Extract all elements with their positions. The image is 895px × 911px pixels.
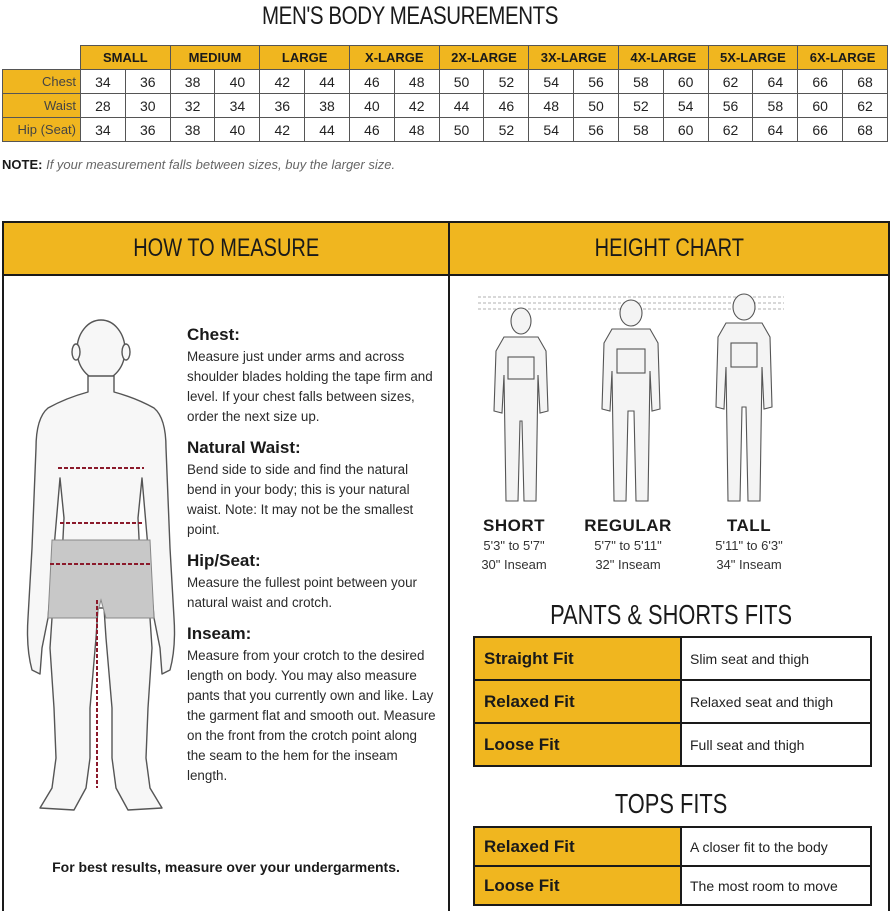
- measure-title: Inseam:: [187, 624, 252, 643]
- measurement-cell: 38: [305, 94, 350, 118]
- how-to-measure-header: [4, 223, 448, 276]
- measurement-cell: 42: [394, 94, 439, 118]
- height-range: 5'3" to 5'7": [483, 538, 545, 553]
- fit-name: Relaxed Fit: [474, 827, 681, 866]
- measurement-cell: 62: [843, 94, 888, 118]
- measurement-row: [3, 118, 888, 142]
- size-head-xlarge: X-LARGE: [349, 46, 439, 70]
- size-head-5xlarge: 5X-LARGE: [708, 46, 798, 70]
- height-short: [459, 516, 569, 574]
- measurement-cell: 28: [81, 94, 126, 118]
- size-table-body: [3, 70, 888, 142]
- tops-fits-table: [473, 826, 872, 906]
- fit-name: Loose Fit: [474, 866, 681, 905]
- measure-item-waist: [187, 438, 437, 540]
- note-label: NOTE:: [2, 157, 43, 172]
- tops-fits-title: [450, 788, 892, 820]
- measurement-cell: 34: [215, 94, 260, 118]
- measurement-cell: 64: [753, 70, 798, 94]
- how-to-measure-list: [187, 325, 437, 797]
- height-name: SHORT: [483, 516, 545, 535]
- measurement-cell: 66: [798, 118, 843, 142]
- measurement-cell: 34: [81, 70, 126, 94]
- measure-item-hip: [187, 551, 437, 613]
- size-table: [2, 45, 888, 142]
- fit-desc: Full seat and thigh: [681, 723, 871, 766]
- height-chart-figures-icon: [474, 291, 794, 511]
- body-measure-figure-icon: [26, 318, 176, 818]
- size-head-small: SMALL: [81, 46, 171, 70]
- measure-item-inseam: [187, 624, 437, 786]
- measurement-cell: 30: [125, 94, 170, 118]
- size-header-blank: [3, 46, 81, 70]
- how-to-measure-title: HOW TO MEASURE: [133, 234, 319, 262]
- height-range: 5'7" to 5'11": [594, 538, 662, 553]
- size-header-row: [3, 46, 888, 70]
- size-head-3xlarge: 3X-LARGE: [529, 46, 619, 70]
- measurement-cell: 54: [663, 94, 708, 118]
- measurement-cell: 56: [708, 94, 753, 118]
- measurement-cell: 46: [349, 70, 394, 94]
- fit-name: Loose Fit: [474, 723, 681, 766]
- measurement-cell: 36: [125, 118, 170, 142]
- height-inseam: 30" Inseam: [481, 557, 547, 572]
- size-head-medium: MEDIUM: [170, 46, 260, 70]
- measurement-row-label: Waist: [3, 94, 81, 118]
- measurement-cell: 48: [394, 118, 439, 142]
- measurement-cell: 64: [753, 118, 798, 142]
- measurement-cell: 62: [708, 118, 753, 142]
- measurement-cell: 42: [260, 118, 305, 142]
- measurement-cell: 52: [484, 118, 529, 142]
- measurement-cell: 60: [798, 94, 843, 118]
- measurement-cell: 38: [170, 118, 215, 142]
- fit-desc: Slim seat and thigh: [681, 637, 871, 680]
- measure-title: Hip/Seat:: [187, 551, 261, 570]
- measurement-cell: 42: [260, 70, 305, 94]
- tops-fits-title-text: TOPS FITS: [614, 788, 728, 819]
- measurement-cell: 68: [843, 118, 888, 142]
- measurement-cell: 62: [708, 70, 753, 94]
- page-title: MEN'S BODY MEASUREMENTS: [262, 2, 558, 30]
- measurement-cell: 36: [260, 94, 305, 118]
- measurement-cell: 56: [574, 118, 619, 142]
- measurement-cell: 36: [125, 70, 170, 94]
- fit-name: Relaxed Fit: [474, 680, 681, 723]
- measure-body: Measure the fullest point between your natural waist and crotch.: [187, 575, 418, 610]
- fit-row: [474, 866, 871, 905]
- height-tall: [694, 516, 804, 574]
- measure-title: Chest:: [187, 325, 240, 344]
- measure-item-chest: [187, 325, 437, 427]
- measurement-cell: 40: [349, 94, 394, 118]
- height-inseam: 34" Inseam: [716, 557, 782, 572]
- measurement-cell: 52: [484, 70, 529, 94]
- info-panel: [2, 221, 890, 911]
- note-text: If your measurement falls between sizes, buy the larger size.: [46, 157, 396, 172]
- pants-fits-title: [450, 599, 892, 631]
- pants-fits-table: [473, 636, 872, 767]
- pants-fits-title-text: PANTS & SHORTS FITS: [550, 599, 792, 630]
- size-head-4xlarge: 4X-LARGE: [618, 46, 708, 70]
- height-range: 5'11" to 6'3": [715, 538, 783, 553]
- measure-body: Bend side to side and find the natural bend in your body; this is your natural waist. Note: It may not be the smallest point.: [187, 462, 414, 537]
- height-name: TALL: [726, 516, 772, 535]
- measure-body: Measure just under arms and across shoulder blades holding the tape firm and level. If your chest falls between sizes, order the next size up.: [187, 349, 433, 424]
- fit-desc: A closer fit to the body: [681, 827, 871, 866]
- measurement-cell: 40: [215, 70, 260, 94]
- measurement-cell: 44: [305, 70, 350, 94]
- height-regular: [573, 516, 683, 574]
- size-note: [2, 157, 395, 172]
- measurement-cell: 58: [753, 94, 798, 118]
- measurement-cell: 44: [305, 118, 350, 142]
- measurement-cell: 54: [529, 70, 574, 94]
- measurement-cell: 68: [843, 70, 888, 94]
- measurement-cell: 66: [798, 70, 843, 94]
- height-inseam: 32" Inseam: [595, 557, 661, 572]
- fit-row: [474, 723, 871, 766]
- measurement-cell: 46: [484, 94, 529, 118]
- measurement-row: [3, 70, 888, 94]
- measurement-cell: 44: [439, 94, 484, 118]
- measurement-row-label: Hip (Seat): [3, 118, 81, 142]
- measurement-cell: 58: [618, 118, 663, 142]
- size-head-6xlarge: 6X-LARGE: [798, 46, 888, 70]
- measurement-row-label: Chest: [3, 70, 81, 94]
- measurement-cell: 56: [574, 70, 619, 94]
- measurement-cell: 50: [439, 70, 484, 94]
- height-name: REGULAR: [584, 516, 672, 535]
- measurement-cell: 48: [394, 70, 439, 94]
- measurement-cell: 32: [170, 94, 215, 118]
- measurement-cell: 60: [663, 118, 708, 142]
- fit-row: [474, 637, 871, 680]
- measurement-cell: 58: [618, 70, 663, 94]
- measure-title: Natural Waist:: [187, 438, 301, 457]
- fit-desc: The most room to move: [681, 866, 871, 905]
- measurement-cell: 50: [574, 94, 619, 118]
- measurement-cell: 34: [81, 118, 126, 142]
- fit-name: Straight Fit: [474, 637, 681, 680]
- size-head-2xlarge: 2X-LARGE: [439, 46, 529, 70]
- measurement-cell: 54: [529, 118, 574, 142]
- size-head-large: LARGE: [260, 46, 350, 70]
- measurement-cell: 60: [663, 70, 708, 94]
- height-chart-header: [450, 223, 888, 276]
- measurement-cell: 46: [349, 118, 394, 142]
- height-chart-title: HEIGHT CHART: [594, 234, 744, 262]
- measure-body: Measure from your crotch to the desired length on body. You may also measure pants that you currently own and like. Lay the garment flat and smooth out. Measure on the front from the crotch point along the seam to the hem for the inseam length.: [187, 648, 436, 783]
- measurement-cell: 52: [618, 94, 663, 118]
- best-results-tip: For best results, measure over your undergarments.: [52, 859, 400, 875]
- measurement-cell: 48: [529, 94, 574, 118]
- fit-row: [474, 680, 871, 723]
- fit-desc: Relaxed seat and thigh: [681, 680, 871, 723]
- fit-row: [474, 827, 871, 866]
- measurement-cell: 50: [439, 118, 484, 142]
- measurement-cell: 40: [215, 118, 260, 142]
- measurement-cell: 38: [170, 70, 215, 94]
- measurement-row: [3, 94, 888, 118]
